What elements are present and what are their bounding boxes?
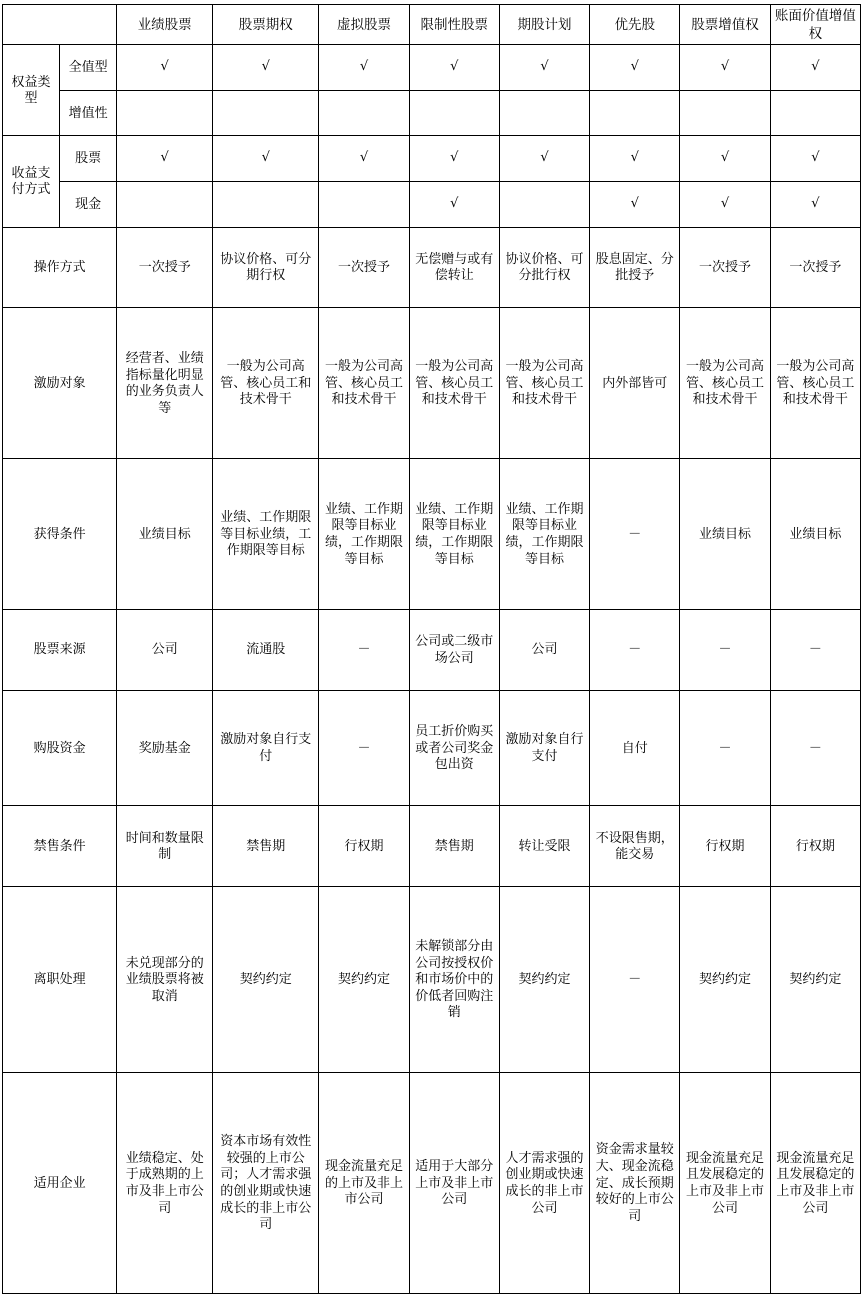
table-body — [3, 45, 861, 1294]
cell: 禁售期 — [213, 806, 319, 887]
cell — [213, 90, 319, 136]
cell: √ — [213, 136, 319, 182]
cell — [319, 90, 409, 136]
cell: － — [319, 690, 409, 806]
comparison-table — [2, 4, 861, 1294]
corner-cell — [3, 5, 117, 45]
cell: 契约约定 — [319, 887, 409, 1073]
cell: 契约约定 — [213, 887, 319, 1073]
table-row — [3, 1072, 861, 1293]
cell: 员工折价购买或者公司奖金包出资 — [409, 690, 499, 806]
cell: √ — [770, 45, 860, 91]
row-label-incentive-target: 激励对象 — [3, 308, 117, 459]
row-label-payment-method: 收益支付方式 — [3, 136, 60, 227]
table-row — [3, 45, 861, 91]
table-row — [3, 887, 861, 1073]
cell: 行权期 — [770, 806, 860, 887]
cell: 业绩目标 — [117, 459, 213, 610]
cell: 协议价格、可分期行权 — [213, 227, 319, 308]
cell: 现金流量充足且发展稳定的上市及非上市公司 — [680, 1072, 770, 1293]
cell: 不设限售期，能交易 — [590, 806, 680, 887]
column-header-4: 期股计划 — [499, 5, 589, 45]
row-label-lockup: 禁售条件 — [3, 806, 117, 887]
table-row — [3, 690, 861, 806]
cell: 内外部皆可 — [590, 308, 680, 459]
cell: 现金流量充足的上市及非上市公司 — [319, 1072, 409, 1293]
cell: √ — [499, 45, 589, 91]
cell: 一般为公司高管、核心员工和技术骨干 — [319, 308, 409, 459]
cell: 协议价格、可分批行权 — [499, 227, 589, 308]
cell: 资金需求量较大、现金流稳定、成长预期较好的上市公司 — [590, 1072, 680, 1293]
column-header-1: 股票期权 — [213, 5, 319, 45]
cell: 经营者、业绩指标量化明显的业务负责人等 — [117, 308, 213, 459]
cell: 行权期 — [319, 806, 409, 887]
row-sublabel: 股票 — [60, 136, 117, 182]
cell: √ — [680, 181, 770, 227]
cell: √ — [409, 45, 499, 91]
cell: 自付 — [590, 690, 680, 806]
row-label-conditions: 获得条件 — [3, 459, 117, 610]
cell: √ — [680, 136, 770, 182]
cell: 一次授予 — [117, 227, 213, 308]
cell: 契约约定 — [680, 887, 770, 1073]
cell: 现金流量充足且发展稳定的上市及非上市公司 — [770, 1072, 860, 1293]
cell — [117, 90, 213, 136]
column-header-6: 股票增值权 — [680, 5, 770, 45]
cell: － — [319, 609, 409, 690]
table-row — [3, 90, 861, 136]
cell: 禁售期 — [409, 806, 499, 887]
cell: 公司 — [117, 609, 213, 690]
cell — [117, 181, 213, 227]
cell: 一般为公司高管、核心员工和技术骨干 — [680, 308, 770, 459]
row-sublabel: 增值性 — [60, 90, 117, 136]
cell: － — [590, 887, 680, 1073]
column-header-7: 账面价值增值权 — [770, 5, 860, 45]
cell: 一般为公司高管、核心员工和技术骨干 — [499, 308, 589, 459]
cell: 未兑现部分的业绩股票将被取消 — [117, 887, 213, 1073]
table-row — [3, 609, 861, 690]
cell: 业绩目标 — [770, 459, 860, 610]
cell: 奖励基金 — [117, 690, 213, 806]
cell: √ — [409, 136, 499, 182]
cell — [213, 181, 319, 227]
cell — [770, 90, 860, 136]
cell: √ — [409, 181, 499, 227]
cell — [409, 90, 499, 136]
cell — [680, 90, 770, 136]
table-header — [3, 5, 861, 45]
cell: 行权期 — [680, 806, 770, 887]
cell: 一般为公司高管、核心员工和技术骨干 — [770, 308, 860, 459]
cell: √ — [590, 45, 680, 91]
column-header-0: 业绩股票 — [117, 5, 213, 45]
table-row — [3, 136, 861, 182]
cell: 业绩、工作期限等目标业绩，工作期限等目标 — [213, 459, 319, 610]
cell: 业绩、工作期限等目标业绩，工作期限等目标 — [499, 459, 589, 610]
table-row — [3, 227, 861, 308]
cell: 适用于大部分上市及非上市公司 — [409, 1072, 499, 1293]
cell — [499, 90, 589, 136]
cell: 一次授予 — [680, 227, 770, 308]
cell: 一次授予 — [770, 227, 860, 308]
cell: 业绩目标 — [680, 459, 770, 610]
cell: 激励对象自行支付 — [213, 690, 319, 806]
cell: 一般为公司高管、核心员工和技术骨干 — [213, 308, 319, 459]
cell: 流通股 — [213, 609, 319, 690]
cell — [499, 181, 589, 227]
cell — [319, 181, 409, 227]
header-row — [3, 5, 861, 45]
cell: √ — [590, 181, 680, 227]
table-row — [3, 308, 861, 459]
cell: 一般为公司高管、核心员工和技术骨干 — [409, 308, 499, 459]
cell: 一次授予 — [319, 227, 409, 308]
cell: 契约约定 — [499, 887, 589, 1073]
cell: √ — [499, 136, 589, 182]
row-sublabel: 现金 — [60, 181, 117, 227]
column-header-3: 限制性股票 — [409, 5, 499, 45]
cell: 公司或二级市场公司 — [409, 609, 499, 690]
cell: 股息固定、分批授予 — [590, 227, 680, 308]
cell: 公司 — [499, 609, 589, 690]
cell: － — [590, 609, 680, 690]
row-label-purchase-funds: 购股资金 — [3, 690, 117, 806]
cell: 人才需求强的创业期或快速成长的非上市公司 — [499, 1072, 589, 1293]
cell: 无偿赠与或有偿转让 — [409, 227, 499, 308]
cell: 业绩、工作期限等目标业绩，工作期限等目标 — [319, 459, 409, 610]
cell: √ — [770, 136, 860, 182]
table-row — [3, 181, 861, 227]
cell: － — [770, 609, 860, 690]
cell: 契约约定 — [770, 887, 860, 1073]
cell: √ — [319, 136, 409, 182]
cell: 时间和数量限制 — [117, 806, 213, 887]
cell: √ — [680, 45, 770, 91]
row-label-resignation: 离职处理 — [3, 887, 117, 1073]
cell: － — [680, 690, 770, 806]
cell: － — [680, 609, 770, 690]
cell: 激励对象自行支付 — [499, 690, 589, 806]
row-label-equity-type: 权益类型 — [3, 45, 60, 136]
column-header-5: 优先股 — [590, 5, 680, 45]
cell: 资本市场有效性较强的上市公司；人才需求强的创业期或快速成长的非上市公司 — [213, 1072, 319, 1293]
cell: 业绩、工作期限等目标业绩，工作期限等目标 — [409, 459, 499, 610]
cell: √ — [770, 181, 860, 227]
cell: √ — [319, 45, 409, 91]
row-label-stock-source: 股票来源 — [3, 609, 117, 690]
table-row — [3, 806, 861, 887]
row-sublabel: 全值型 — [60, 45, 117, 91]
table-row — [3, 459, 861, 610]
row-label-applicable-enterprise: 适用企业 — [3, 1072, 117, 1293]
cell: √ — [213, 45, 319, 91]
cell: 转让受限 — [499, 806, 589, 887]
cell — [590, 90, 680, 136]
cell: 未解锁部分由公司按授权价和市场价中的价低者回购注销 — [409, 887, 499, 1073]
row-label-operation: 操作方式 — [3, 227, 117, 308]
cell: √ — [117, 136, 213, 182]
cell: √ — [590, 136, 680, 182]
cell: － — [770, 690, 860, 806]
column-header-2: 虚拟股票 — [319, 5, 409, 45]
cell: 业绩稳定、处于成熟期的上市及非上市公司 — [117, 1072, 213, 1293]
cell: － — [590, 459, 680, 610]
cell: √ — [117, 45, 213, 91]
